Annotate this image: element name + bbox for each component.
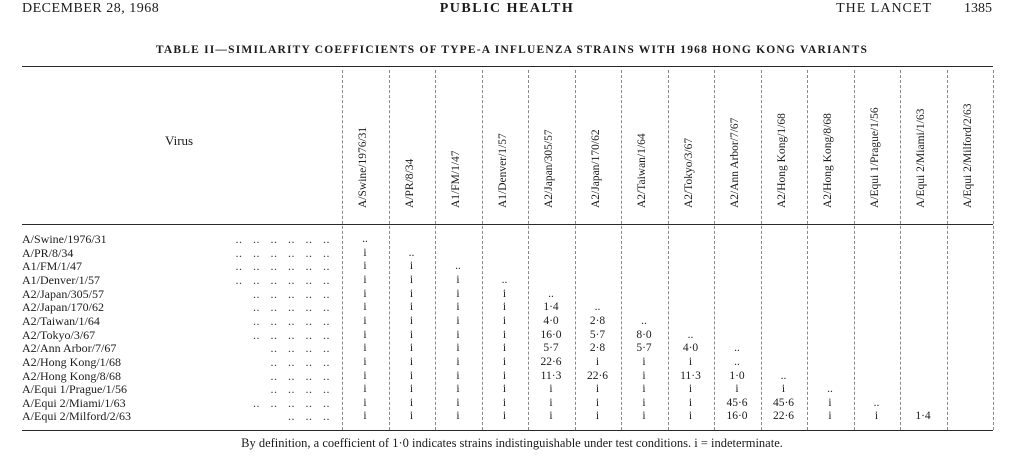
column-divider xyxy=(435,70,436,430)
table-cell: 2·8 xyxy=(589,342,606,355)
column-header: A2/Ann Arbor/7/67 xyxy=(729,117,741,208)
row-label: A/Equi 2/Milford/2/63 xyxy=(22,409,131,424)
table-cell: i xyxy=(363,383,367,396)
column-divider xyxy=(761,70,762,430)
table-cell: 5·7 xyxy=(636,342,652,355)
table-cell: .. xyxy=(362,233,368,245)
table-cell: i xyxy=(595,410,600,423)
table-cell: i xyxy=(502,314,507,327)
column-divider xyxy=(482,70,483,430)
row-label: A2/Taiwan/1/64 xyxy=(22,313,100,328)
column-header: A/Swine/1976/31 xyxy=(357,126,369,208)
column-divider xyxy=(575,70,576,430)
column-header: A2/Hong Kong/1/68 xyxy=(775,113,788,208)
column-divider xyxy=(528,70,529,430)
table-cell: i xyxy=(363,396,367,409)
column-header: A/Equi 2/Miami/1/63 xyxy=(915,108,927,208)
row-leader-dots: .. .. .. .. xyxy=(270,354,330,369)
table-cell: i xyxy=(502,342,507,355)
table-cell: i xyxy=(456,369,460,382)
column-divider xyxy=(714,70,715,430)
table-cell: i xyxy=(363,369,367,382)
table-cell: i xyxy=(502,287,507,300)
table-cell: i xyxy=(456,301,460,314)
table-cell: i xyxy=(409,396,414,409)
column-header: A2/Hong Kong/8/68 xyxy=(822,113,834,208)
table-cell: i xyxy=(456,287,460,300)
table-cell: i xyxy=(456,328,460,341)
row-label: A/PR/8/34 xyxy=(22,245,74,260)
table-cell: i xyxy=(363,355,367,368)
table-cell: i xyxy=(363,328,367,341)
row-label: A/Swine/1976/31 xyxy=(22,232,107,246)
row-leader-dots: .. .. .. xyxy=(288,409,330,424)
table-cell: 1·4 xyxy=(915,410,931,423)
table-cell: i xyxy=(409,369,414,382)
table-cell: i xyxy=(363,287,367,300)
column-header: A2/Taiwan/1/64 xyxy=(636,133,648,208)
row-label: A2/Ann Arbor/7/67 xyxy=(22,341,117,356)
table-cell: 2·8 xyxy=(589,314,606,327)
table-cell: i xyxy=(409,410,414,423)
table-cell: i xyxy=(409,273,414,286)
table-cell: 8·0 xyxy=(636,328,652,341)
column-header: A2/Japan/170/62 xyxy=(589,129,602,208)
row-label: A2/Japan/305/57 xyxy=(22,286,104,301)
column-header: A1/FM/1/47 xyxy=(450,150,462,208)
table-cell: i xyxy=(874,410,879,423)
column-header: A/Equi 2/Milford/2/63 xyxy=(961,103,974,208)
table-cell: .. xyxy=(873,396,880,409)
table-cell: i xyxy=(642,396,646,409)
table-cell: i xyxy=(595,396,600,409)
table-cell: i xyxy=(688,410,693,423)
table-cell: i xyxy=(688,383,693,396)
table-cell: .. xyxy=(501,273,508,286)
table-cell: i xyxy=(456,383,460,396)
table-cell: i xyxy=(735,383,739,396)
table-cell: i xyxy=(502,328,507,341)
table-cell: i xyxy=(549,383,553,396)
table-cell: i xyxy=(642,355,646,368)
row-leader-dots: .. .. .. .. .. xyxy=(253,286,330,301)
table-cell: i xyxy=(502,369,507,382)
row-leader-dots: .. .. .. .. xyxy=(270,368,330,383)
table-cell: i xyxy=(409,383,414,396)
column-divider xyxy=(854,70,855,430)
header-bottom-rule xyxy=(22,224,993,225)
table-cell: i xyxy=(781,383,786,396)
column-header: A/PR/8/34 xyxy=(403,158,416,208)
table-cell: 16·0 xyxy=(726,410,748,423)
row-leader-dots: .. .. .. .. .. xyxy=(253,300,330,315)
column-divider xyxy=(668,70,669,430)
column-divider xyxy=(342,70,343,430)
table-cell: 11·3 xyxy=(680,369,701,382)
table-cell: .. xyxy=(641,314,647,327)
row-label: A1/FM/1/47 xyxy=(22,259,83,274)
table-cell: 22·6 xyxy=(772,410,795,423)
table-cell: 1·4 xyxy=(543,301,559,314)
table-cell: i xyxy=(502,410,507,423)
column-header: A2/Japan/305/57 xyxy=(543,129,555,208)
table-top-rule xyxy=(22,66,993,67)
table-cell: i xyxy=(456,342,460,355)
table-cell: i xyxy=(642,369,646,382)
column-divider xyxy=(807,70,808,430)
running-head xyxy=(22,0,992,24)
table-cell: i xyxy=(409,355,414,368)
table-cell: 4·0 xyxy=(543,314,559,327)
table-cell: i xyxy=(456,355,460,368)
table-cell: i xyxy=(409,287,414,300)
table-cell: 1·0 xyxy=(729,369,745,382)
table-cell: i xyxy=(595,383,600,396)
table-cell: .. xyxy=(548,287,554,300)
table-cell: 4·0 xyxy=(682,342,699,355)
table-cell: i xyxy=(409,342,414,355)
table-cell: .. xyxy=(594,301,601,314)
table-title: TABLE II—SIMILARITY COEFFICIENTS OF TYPE-A INFLUENZA STRAINS WITH 1968 HONG KONG VARIANTS xyxy=(155,44,869,56)
table-cell: 45·6 xyxy=(772,396,795,409)
row-label: A1/Denver/1/57 xyxy=(22,272,100,287)
table-cell: i xyxy=(828,396,832,409)
row-leader-dots: .. .. .. .. .. .. xyxy=(235,259,330,274)
column-header: A1/Denver/1/57 xyxy=(496,133,509,208)
issue-date: DECEMBER 28, 1968 xyxy=(22,1,160,16)
table-cell: 5·7 xyxy=(589,328,606,341)
journal-name: THE LANCET xyxy=(836,1,932,16)
page-number: 1385 xyxy=(964,1,992,16)
table-cell: .. xyxy=(734,355,740,368)
table-cell: i xyxy=(363,273,367,286)
table-cell: .. xyxy=(687,328,694,341)
column-divider xyxy=(621,70,622,430)
table-cell: i xyxy=(363,246,367,259)
table-cell: i xyxy=(409,301,414,314)
row-label: A2/Hong Kong/1/68 xyxy=(22,354,121,369)
table-cell: .. xyxy=(455,260,461,273)
table-cell: i xyxy=(409,314,414,327)
row-leader-dots: .. .. .. .. xyxy=(270,341,330,356)
table-cell: .. xyxy=(827,383,833,396)
table-cell: 45·6 xyxy=(726,396,748,409)
row-label: A2/Japan/170/62 xyxy=(22,300,104,315)
table-cell: i xyxy=(549,410,553,423)
row-leader-dots: .. .. .. .. .. xyxy=(253,327,330,342)
table-cell: 5·7 xyxy=(543,342,559,355)
table-footnote: By definition, a coefficient of 1·0 indicates strains indistinguishable under test conditions. i = indeterminate. xyxy=(241,436,783,450)
column-divider xyxy=(947,70,948,430)
row-leader-dots: .. .. .. .. .. .. xyxy=(235,245,330,260)
table-cell: i xyxy=(828,410,832,423)
table-cell: i xyxy=(502,383,507,396)
row-leader-dots: .. .. .. .. .. .. xyxy=(235,232,330,246)
table-cell: i xyxy=(409,260,414,273)
table-cell: i xyxy=(409,328,414,341)
table-cell: i xyxy=(688,355,693,368)
column-divider xyxy=(993,70,994,430)
table-cell: 16·0 xyxy=(540,328,562,341)
table-cell: i xyxy=(688,396,693,409)
row-label: A/Equi 1/Prague/1/56 xyxy=(22,382,127,397)
table-cell: i xyxy=(456,396,460,409)
column-header: A2/Tokyo/3/67 xyxy=(682,137,695,208)
column-header: A/Equi 1/Prague/1/56 xyxy=(868,107,881,208)
section-title: PUBLIC HEALTH xyxy=(439,1,575,16)
table-cell: .. xyxy=(734,342,740,355)
table-cell: i xyxy=(642,383,646,396)
table-cell: i xyxy=(549,396,553,409)
table-cell: i xyxy=(502,396,507,409)
row-label: A2/Tokyo/3/67 xyxy=(22,327,96,342)
table-cell: 22·6 xyxy=(586,369,609,382)
row-leader-dots: .. .. .. .. .. .. xyxy=(235,272,330,287)
table-cell: 11·3 xyxy=(540,369,562,382)
table-bottom-rule xyxy=(22,430,993,431)
column-divider xyxy=(900,70,901,430)
table-cell: 22·6 xyxy=(540,355,562,368)
table-cell: i xyxy=(456,314,460,327)
table-cell: i xyxy=(363,301,367,314)
table-cell: i xyxy=(456,273,460,286)
table-cell: i xyxy=(363,314,367,327)
table-cell: i xyxy=(363,342,367,355)
table-cell: i xyxy=(595,355,600,368)
table-cell: .. xyxy=(780,369,787,382)
row-header-virus: Virus xyxy=(165,133,194,148)
row-leader-dots: .. .. .. .. xyxy=(270,382,330,397)
table-cell: i xyxy=(363,410,367,423)
column-divider xyxy=(389,70,390,430)
row-leader-dots: .. .. .. .. .. xyxy=(253,313,330,328)
table-cell: i xyxy=(456,410,460,423)
row-label: A2/Hong Kong/8/68 xyxy=(22,368,121,383)
table-cell: i xyxy=(363,260,367,273)
row-leader-dots: .. .. .. .. .. xyxy=(253,395,330,410)
table-cell: .. xyxy=(408,246,415,259)
table-cell: i xyxy=(502,301,507,314)
table-cell: i xyxy=(502,355,507,368)
row-label: A/Equi 2/Miami/1/63 xyxy=(22,395,126,410)
table-cell: i xyxy=(642,410,646,423)
